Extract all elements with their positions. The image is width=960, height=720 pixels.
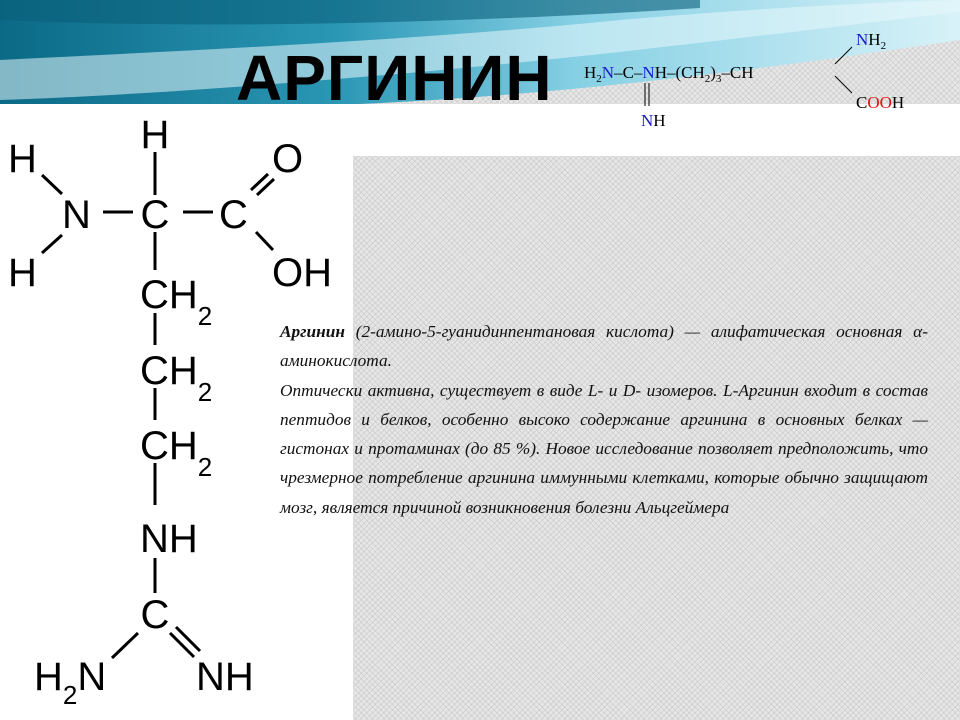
- atom-h-top: H: [140, 113, 170, 157]
- description-definition: (2-амино-5-гуанидинпентановая кислота) — алифатическая основная α-аминокислота.: [280, 322, 928, 371]
- group-nh-imino: NH: [196, 655, 254, 699]
- condensed-main-chain: $H_2N-C-NH-(CH_2)_3-CH$: [584, 63, 754, 85]
- condensed-imine: NH: [641, 111, 666, 130]
- atom-o-double: O: [272, 137, 304, 181]
- atom-c-carboxyl: C: [219, 193, 248, 237]
- atom-c-alpha: C: [140, 193, 170, 237]
- group-ch2-3: $CH_2$: [140, 424, 213, 482]
- description-paragraph-1: [280, 317, 928, 376]
- group-ch2-2: $CH_2$: [140, 349, 213, 407]
- description-paragraph-2: Оптически активна, существует в виде L- и D- изомеров. L-Аргинин входит в состав пептидов и белков, особенно высоко содержание аргинина в основных белках — гистонах и протаминах (до 85 %). Новое исследование позволяет предположить, что чрезмерное потребление аргинина иммунными клетками, которые обычно защищают мозг, является причиной возникновения болезни Альцгеймера: [280, 380, 928, 517]
- description-text: [280, 317, 928, 522]
- atom-n-amino: N: [62, 193, 91, 237]
- atom-h-left-top: H: [8, 137, 37, 181]
- description-term: Аргинин: [280, 322, 345, 341]
- condensed-cooh: COOH: [856, 93, 905, 112]
- atom-c-guanidino: C: [140, 593, 170, 637]
- condensed-nh2: $NH_2$: [856, 30, 887, 52]
- group-nh: NH: [140, 517, 198, 561]
- group-ch2-1: $CH_2$: [140, 273, 213, 331]
- atom-h-left-bottom: H: [8, 251, 37, 295]
- slide-title: АРГИНИН: [236, 42, 553, 114]
- condensed-formula: [578, 26, 960, 136]
- group-oh: OH: [272, 251, 332, 295]
- group-h2n: $H_2N$: [34, 655, 107, 710]
